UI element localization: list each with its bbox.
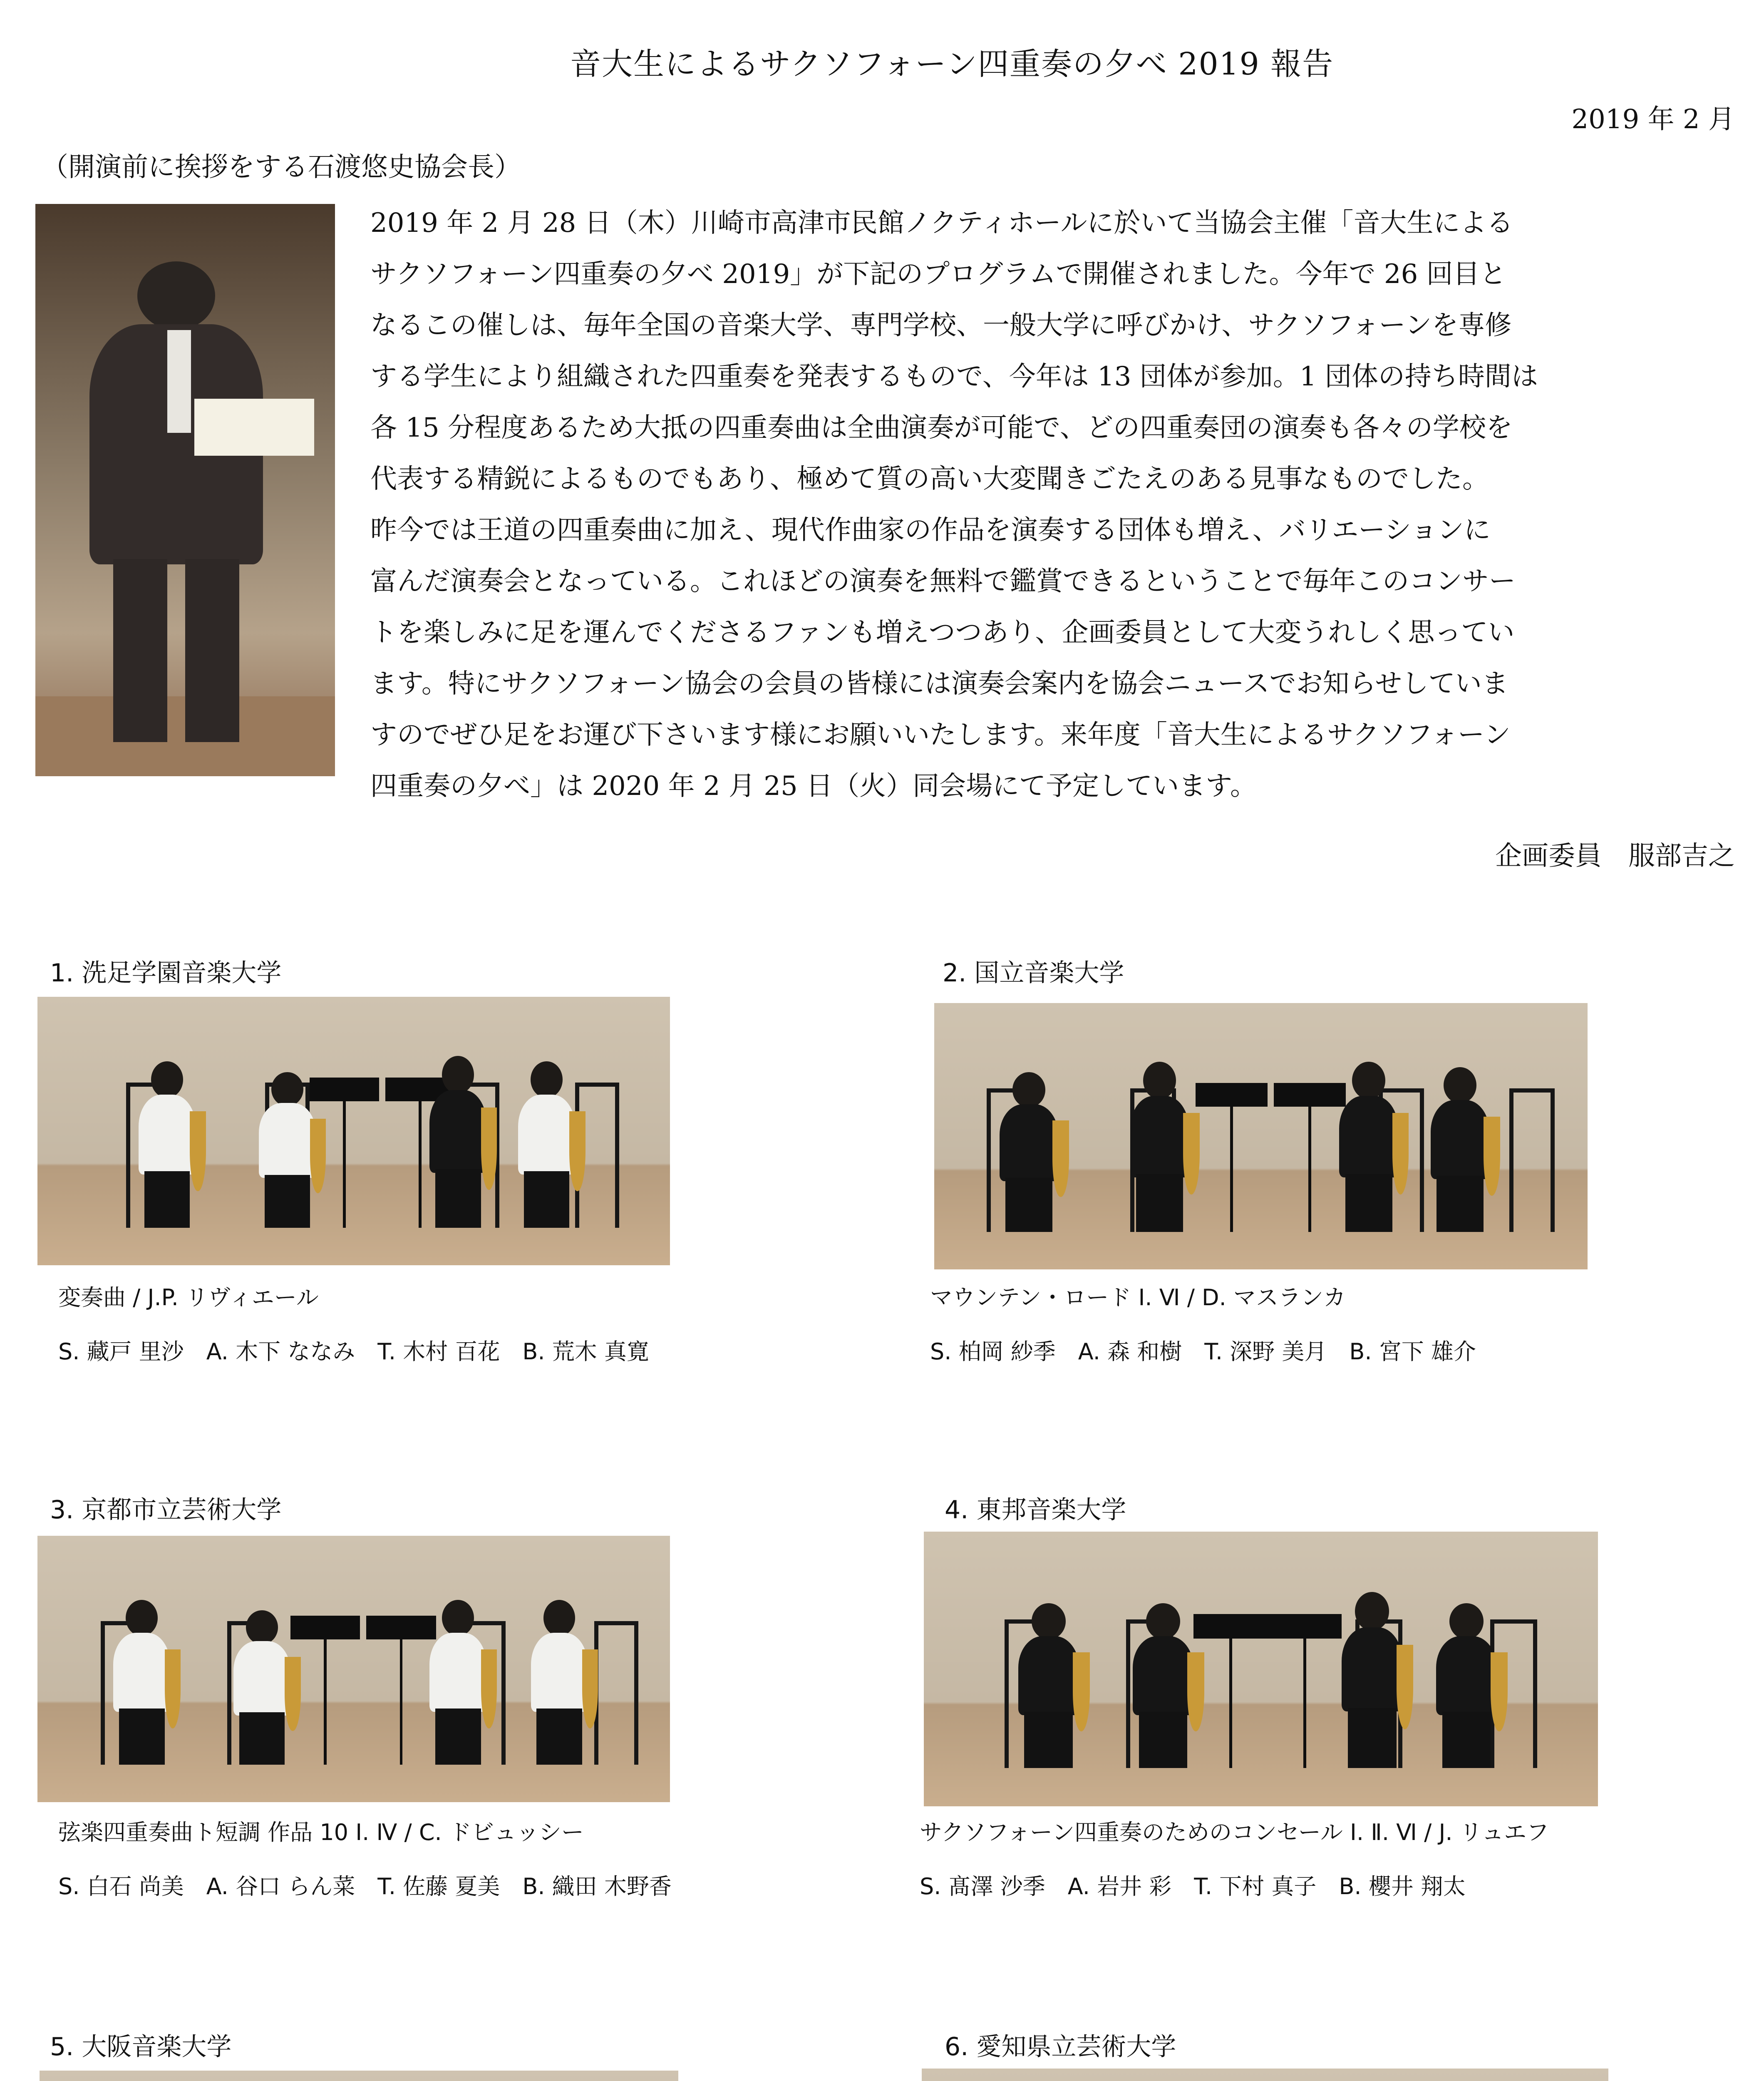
report-line: すのでぜひ足をお運び下さいます様にお願いいたします。来年度「音大生によるサクソフォーン [370,720,1511,750]
signature: 企画委員 服部吉之 [1495,841,1735,872]
report-line: サクソフォーン四重奏の夕べ 2019」が下記のプログラムで開催されました。今年で 26 回目と [370,259,1506,290]
group-photo [37,997,670,1265]
group-piece: 弦楽四重奏曲ト短調 作品 10 Ⅰ. Ⅳ / C. ドビュッシー [58,1819,584,1845]
group-photo [934,1003,1588,1269]
report-line: 昨今では王道の四重奏曲に加え、現代作曲家の作品を演奏する団体も増え、バリエーションに [370,515,1491,546]
report-line: 富んだ演奏会となっている。これほどの演奏を無料で鑑賞できるということで毎年このコンサー [370,566,1516,597]
report-line: 代表する精鋭によるものでもあり、極めて質の高い大変聞きごたえのある見事なものでした。 [370,464,1489,494]
group-photo [40,2071,678,2081]
group-members: S. 柏岡 紗季 A. 森 和樹 T. 深野 美月 B. 宮下 雄介 [930,1338,1476,1365]
group-name: 3. 京都市立芸術大学 [50,1495,282,1525]
report-line: する学生により組織された四重奏を発表するもので、今年は 13 団体が参加。1 団体の持ち時間は [370,361,1538,392]
group-name: 1. 洗足学園音楽大学 [50,959,282,988]
speaker-photo [35,204,335,776]
report-line: トを楽しみに足を運んでくださるファンも増えつつあり、企画委員として大変うれしく思ってい [370,617,1515,648]
report-body [370,198,1739,812]
group-piece: 変奏曲 / J.P. リヴィエール [58,1284,319,1311]
group-members: S. 髙澤 沙季 A. 岩井 彩 T. 下村 真子 B. 櫻井 翔太 [920,1873,1466,1900]
report-line: 2019 年 2 月 28 日（木）川崎市高津市民館ノクティホールに於いて当協会主催「音大生による [370,208,1513,238]
group-name: 6. 愛知県立芸術大学 [945,2032,1176,2061]
group-name: 5. 大阪音楽大学 [50,2032,232,2061]
group-name: 4. 東邦音楽大学 [945,1495,1126,1525]
group-photo [37,1536,670,1802]
page-title: 音大生によるサクソフォーン四重奏の夕べ 2019 報告 [570,46,1334,82]
report-line: 四重奏の夕べ」は 2020 年 2 月 25 日（火）同会場にて予定しています。 [370,771,1257,802]
group-members: S. 白石 尚美 A. 谷口 らん菜 T. 佐藤 夏美 B. 織田 木野香 [58,1873,672,1900]
report-line: なるこの催しは、毎年全国の音楽大学、専門学校、一般大学に呼びかけ、サクソフォーンを専修 [370,310,1512,341]
group-piece: サクソフォーン四重奏のためのコンセール Ⅰ. Ⅱ. Ⅵ / J. リュエフ [920,1819,1549,1845]
report-line: 各 15 分程度あるため大抵の四重奏曲は全曲演奏が可能で、どの四重奏団の演奏も各々の学校を [370,412,1513,443]
report-line: ます。特にサクソフォーン協会の会員の皆様には演奏会案内を協会ニュースでお知らせしていま [370,668,1508,699]
photo-caption: （開演前に挨拶をする石渡悠史協会長） [42,152,521,183]
group-name: 2. 国立音楽大学 [943,959,1124,988]
group-photo [924,1532,1598,1806]
report-date: 2019 年 2 月 [1571,104,1735,135]
group-piece: マウンテン・ロード Ⅰ. Ⅵ / D. マスランカ [930,1284,1346,1311]
group-photo [922,2069,1608,2081]
group-members: S. 藏戸 里沙 A. 木下 ななみ T. 木村 百花 B. 荒木 真寛 [58,1338,649,1365]
